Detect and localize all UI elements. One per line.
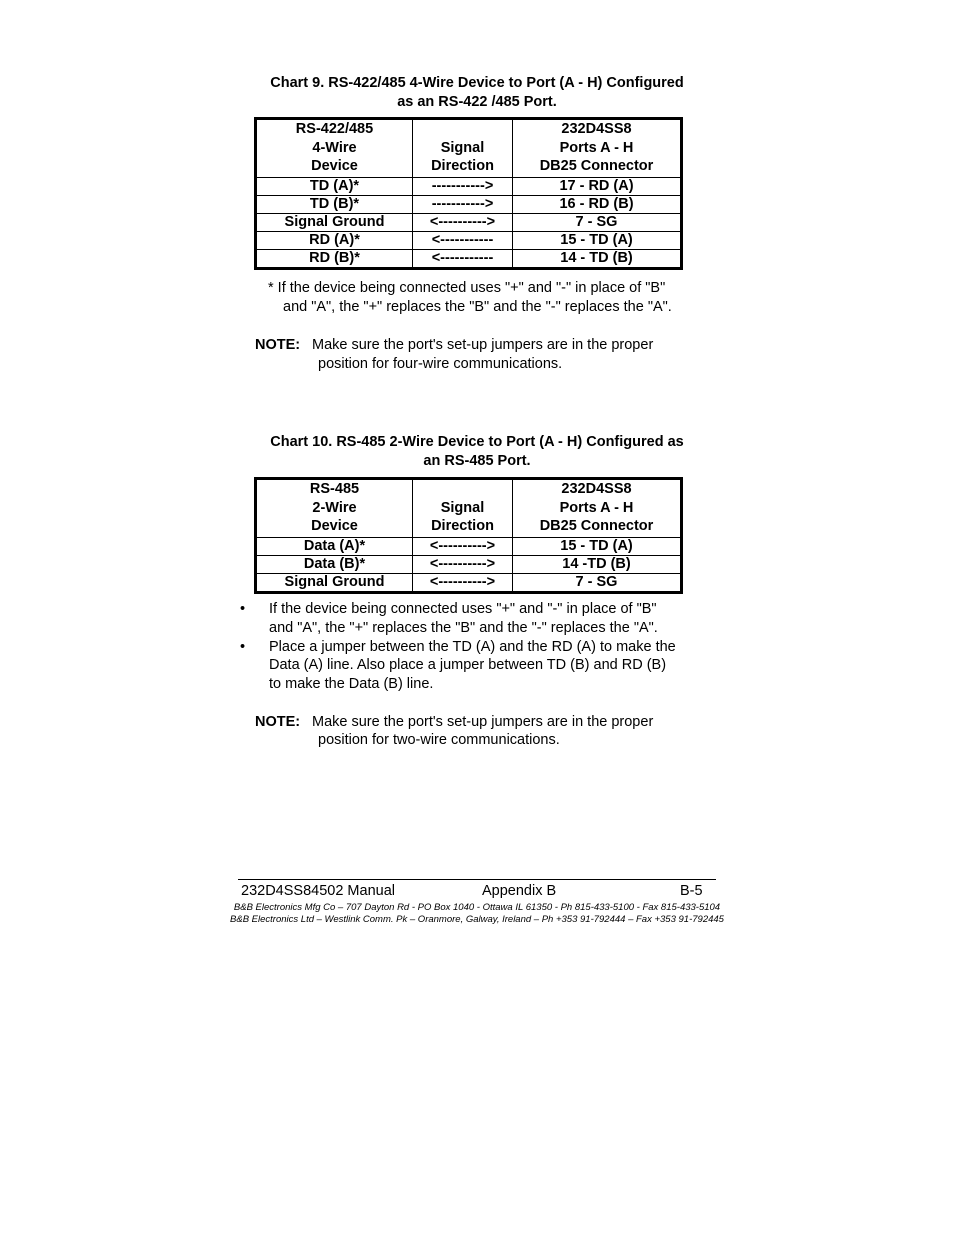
- chart10-title-line2: an RS-485 Port.: [423, 453, 531, 469]
- chart9-footnote-line2: and "A", the "+" replaces the "B" and the "-" replaces the "A".: [283, 299, 672, 315]
- table-row: [256, 537, 682, 555]
- table-row: [256, 177, 682, 195]
- direction-cell: <---------->: [413, 213, 513, 231]
- table-row: [256, 555, 682, 573]
- chart10-header-direction: Signal Direction: [413, 479, 513, 538]
- chart9-header-direction: Signal Direction: [413, 119, 513, 178]
- chart9-header-connector: 232D4SS8 Ports A - H DB25 Connector: [513, 119, 682, 178]
- chart10-note: [255, 713, 300, 732]
- note-label: NOTE:: [255, 337, 301, 353]
- table-row: [256, 195, 682, 213]
- chart10-header-device: RS-485 2-Wire Device: [256, 479, 413, 538]
- note-label: NOTE:: [255, 714, 301, 730]
- connector-cell: 14 - TD (B): [513, 249, 682, 268]
- chart9-title: [217, 74, 737, 112]
- chart10-title-line1: Chart 10. RS-485 2-Wire Device to Port (A - H) Configured as: [270, 434, 684, 450]
- direction-cell: <-----------: [413, 249, 513, 268]
- bullet-icon: •: [240, 601, 246, 617]
- device-cell: RD (B)*: [256, 249, 413, 268]
- connector-cell: 16 - RD (B): [513, 195, 682, 213]
- chart10-note-line2: position for two-wire communications.: [318, 732, 560, 748]
- device-cell: TD (B)*: [256, 195, 413, 213]
- device-cell: Signal Ground: [256, 573, 413, 592]
- chart9-header-row: [256, 119, 682, 178]
- footer-divider: [238, 879, 716, 880]
- table-row: [256, 573, 682, 592]
- footer-manual: 232D4SS84502 Manual: [241, 883, 395, 899]
- connector-cell: 7 - SG: [513, 213, 682, 231]
- device-cell: Signal Ground: [256, 213, 413, 231]
- bullet-line: If the device being connected uses "+" and "-" in place of "B": [269, 601, 657, 617]
- connector-cell: 17 - RD (A): [513, 177, 682, 195]
- connector-cell: 15 - TD (A): [513, 231, 682, 249]
- chart9-footnote-line1: * If the device being connected uses "+" and "-" in place of "B": [268, 280, 666, 296]
- direction-cell: ----------->: [413, 177, 513, 195]
- bullet-line: Place a jumper between the TD (A) and the RD (A) to make the: [269, 639, 676, 655]
- chart9-header-device: RS-422/485 4-Wire Device: [256, 119, 413, 178]
- connector-cell: 14 -TD (B): [513, 555, 682, 573]
- direction-cell: <---------->: [413, 555, 513, 573]
- bullet-line: to make the Data (B) line.: [269, 676, 434, 692]
- chart9-table: [254, 117, 683, 270]
- direction-cell: <---------->: [413, 537, 513, 555]
- chart10-table: [254, 477, 683, 594]
- footer-page-number: B-5: [680, 883, 703, 899]
- connector-cell: 7 - SG: [513, 573, 682, 592]
- direction-cell: <-----------: [413, 231, 513, 249]
- table-row: [256, 213, 682, 231]
- device-cell: RD (A)*: [256, 231, 413, 249]
- device-cell: Data (A)*: [256, 537, 413, 555]
- chart10-header-connector: 232D4SS8 Ports A - H DB25 Connector: [513, 479, 682, 538]
- chart9-title-line2: as an RS-422 /485 Port.: [397, 94, 557, 110]
- device-cell: Data (B)*: [256, 555, 413, 573]
- chart10-header-row: [256, 479, 682, 538]
- table-row: [256, 231, 682, 249]
- footer-address-us: B&B Electronics Mfg Co – 707 Dayton Rd - PO Box 1040 - Ottawa IL 61350 - Ph 815-433-5100 - Fax 815-433-5104: [233, 902, 721, 913]
- footer-section: Appendix B: [482, 883, 557, 899]
- bullet-line: and "A", the "+" replaces the "B" and the "-" replaces the "A".: [269, 620, 658, 636]
- connector-cell: 15 - TD (A): [513, 537, 682, 555]
- device-cell: TD (A)*: [256, 177, 413, 195]
- chart9-title-line1: Chart 9. RS-422/485 4-Wire Device to Port (A - H) Configured: [270, 75, 684, 91]
- chart9-note: [255, 336, 300, 355]
- chart10-title: [217, 433, 737, 471]
- direction-cell: ----------->: [413, 195, 513, 213]
- bullet-icon: •: [240, 639, 246, 655]
- chart9-note-line1: Make sure the port's set-up jumpers are in the proper: [312, 337, 654, 353]
- bullet-line: Data (A) line. Also place a jumper between TD (B) and RD (B): [269, 657, 667, 673]
- chart10-note-line1: Make sure the port's set-up jumpers are in the proper: [312, 714, 654, 730]
- footer-address-ireland: B&B Electronics Ltd – Westlink Comm. Pk – Oranmore, Galway, Ireland – Ph +353 91-792444 – Fax +353 91-792445: [230, 914, 724, 925]
- table-row: [256, 249, 682, 268]
- chart9-note-line2: position for four-wire communications.: [318, 356, 563, 372]
- direction-cell: <---------->: [413, 573, 513, 592]
